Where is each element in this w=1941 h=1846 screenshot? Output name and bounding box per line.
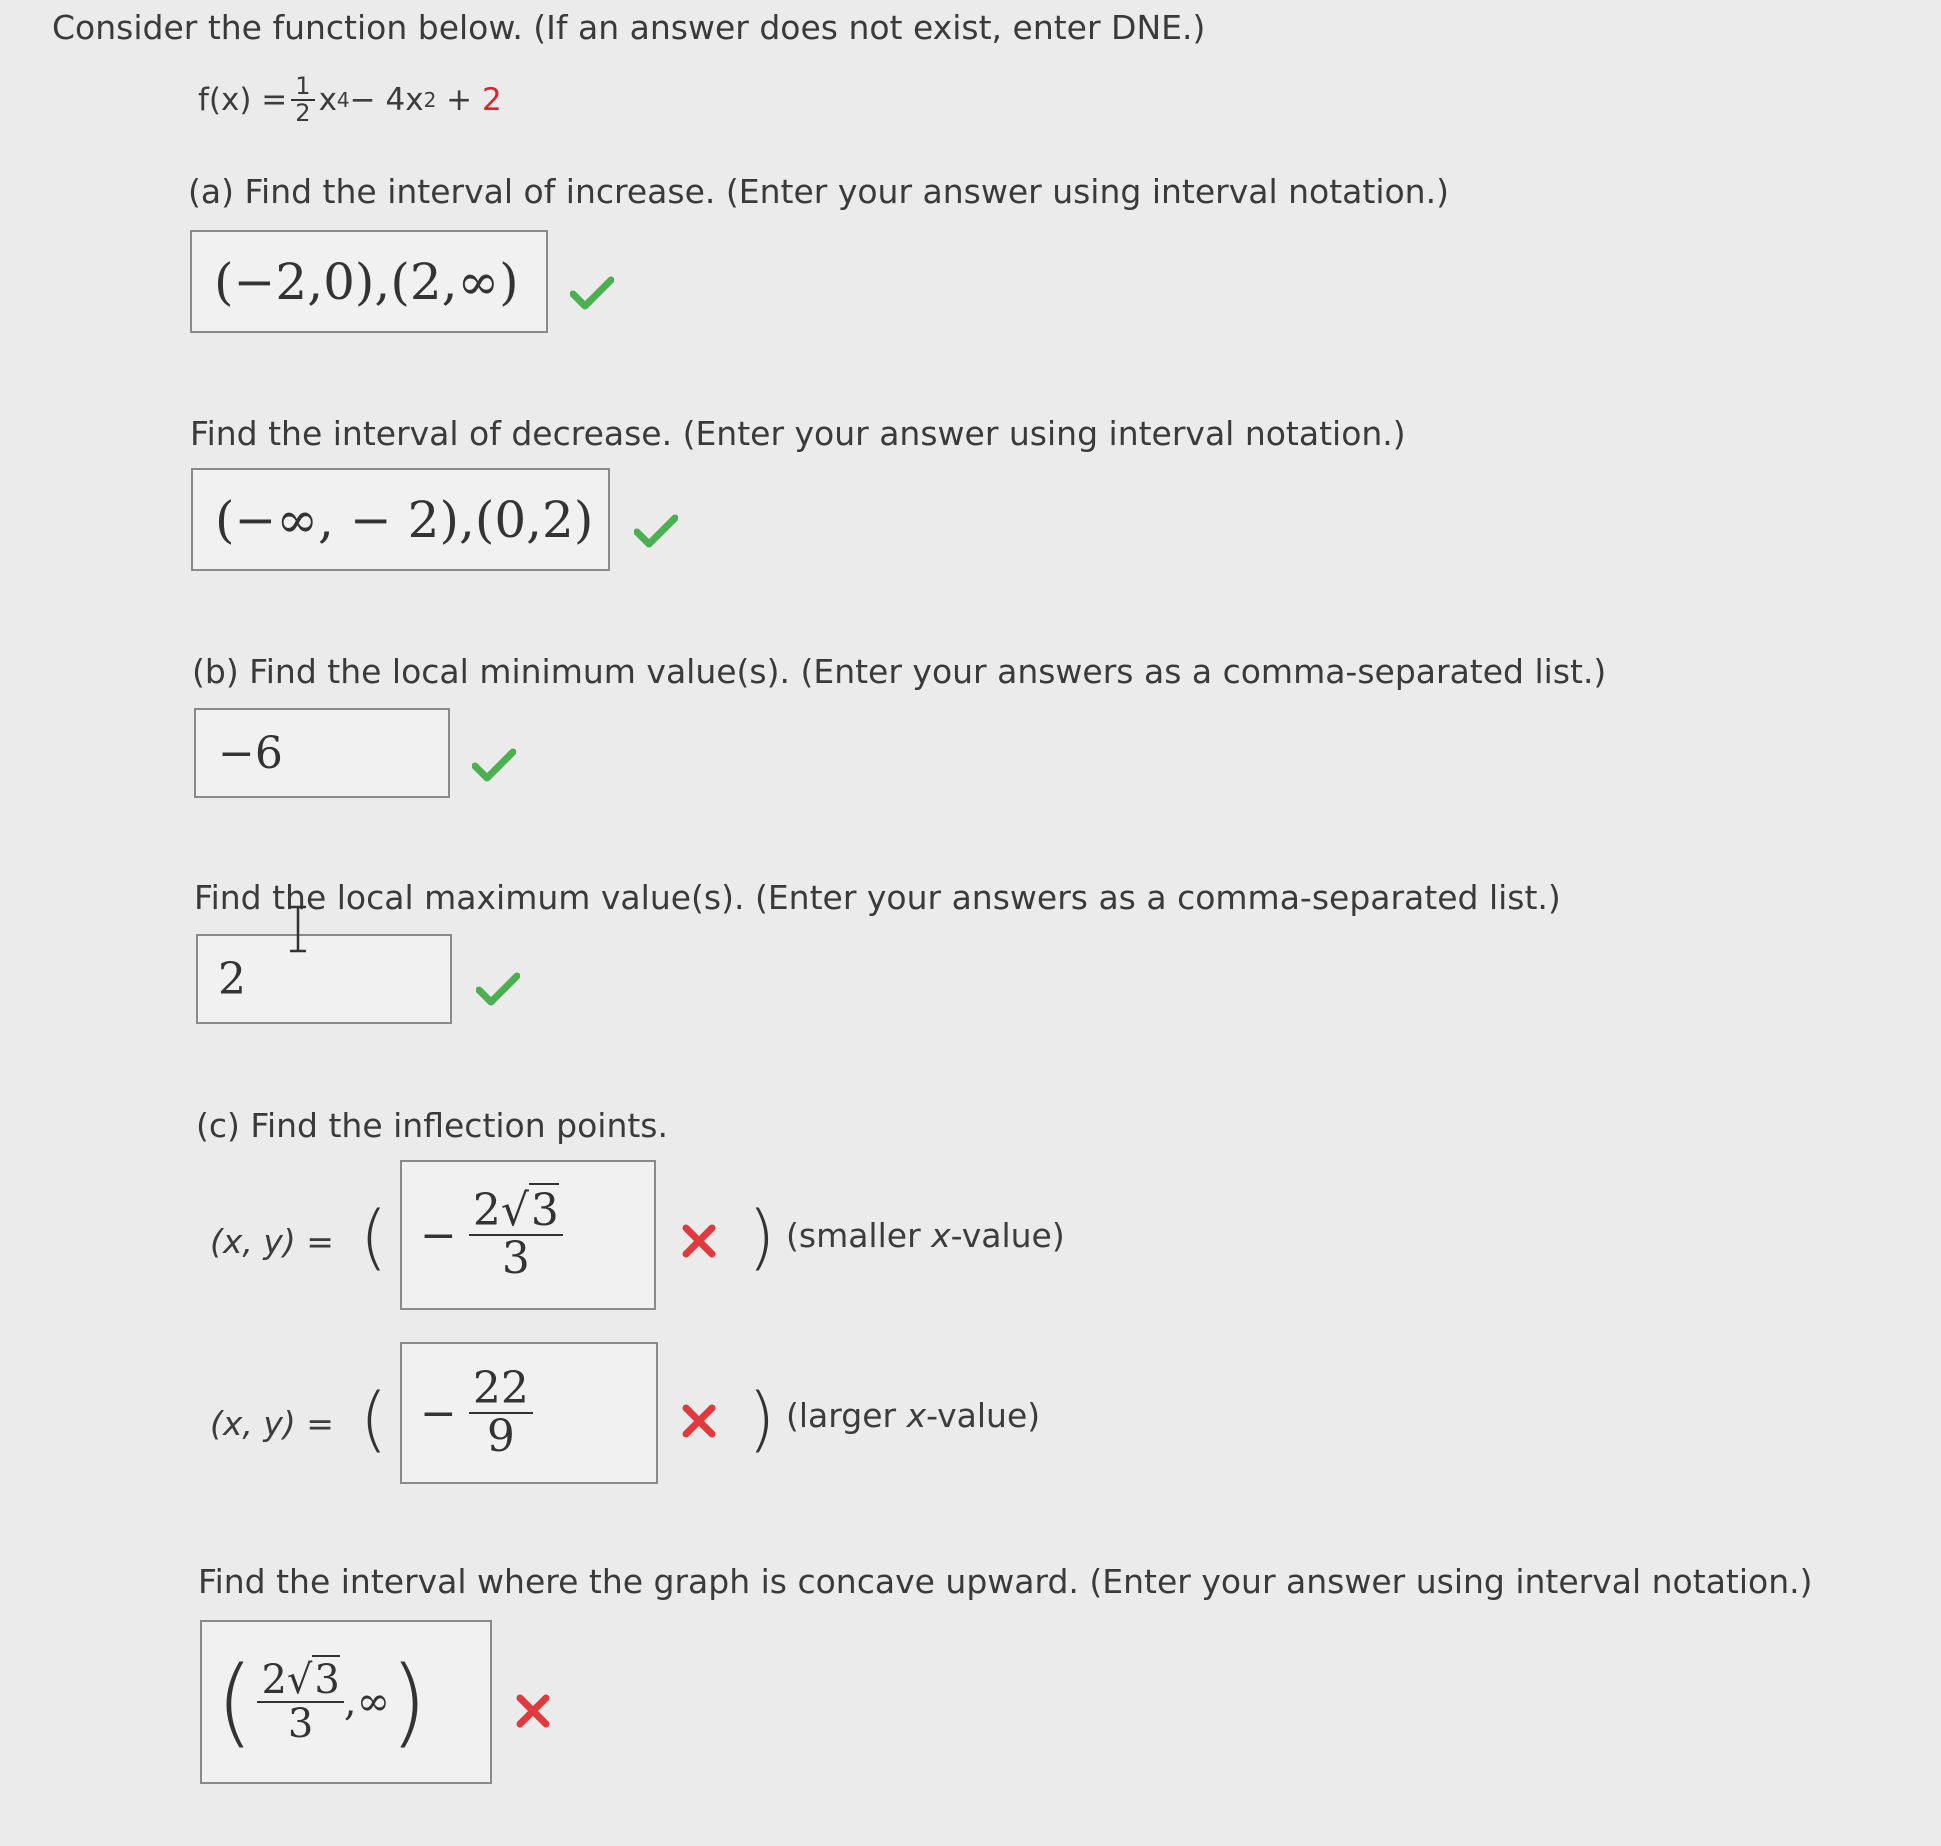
cross-icon — [682, 1224, 716, 1258]
xy-label: (x, y) = — [210, 1222, 334, 1261]
local-min-answer-value: −6 — [218, 727, 283, 779]
concave-numerator — [257, 1659, 343, 1703]
sqrt-symbol: √ — [286, 1657, 313, 1703]
decrease-answer-field[interactable] — [191, 468, 610, 571]
inflection2-numerator: 22 — [469, 1366, 533, 1414]
inflection2-sign: − — [420, 1387, 457, 1439]
increase-prompt: (a) Find the interval of increase. (Enter your answer using interval notation.) — [188, 172, 1449, 211]
concave-close-paren: ) — [389, 1646, 428, 1758]
concave-radicand: 3 — [314, 1657, 340, 1703]
decrease-prompt: Find the interval of decrease. (Enter your answer using interval notation.) — [190, 414, 1406, 453]
exp2: 2 — [423, 88, 437, 113]
inflection2-note-post: -value) — [926, 1396, 1041, 1435]
local-max-prompt: Find the local maximum value(s). (Enter your answers as a comma-separated list.) — [194, 878, 1561, 917]
concave-tail: ,∞ — [343, 1679, 390, 1725]
open-paren: ( — [360, 1378, 388, 1460]
function-lhs: f(x) = — [198, 82, 288, 119]
inflection1-note — [786, 1216, 1065, 1255]
inflection2-field[interactable] — [400, 1342, 658, 1484]
local-min-answer-field[interactable] — [194, 708, 450, 798]
concave-up-prompt: Find the interval where the graph is concave upward. (Enter your answer using interval notation.) — [198, 1562, 1813, 1601]
concave-up-answer-field[interactable] — [200, 1620, 492, 1784]
inflection2-fraction — [469, 1362, 533, 1462]
concave-denominator: 3 — [287, 1701, 314, 1747]
inflection1-numerator — [469, 1184, 563, 1236]
inflection-prompt: (c) Find the inflection points. — [196, 1106, 668, 1145]
local-max-answer-value: 2 — [218, 953, 246, 1005]
check-icon — [634, 514, 678, 548]
check-icon — [472, 748, 516, 782]
check-icon — [570, 276, 614, 310]
inflection1-note-post: -value) — [950, 1216, 1065, 1255]
exp1: 4 — [336, 88, 350, 113]
instruction-text: Consider the function below. (If an answer does not exist, enter DNE.) — [52, 8, 1206, 47]
plus-sign: + — [436, 82, 482, 119]
inflection2-note-var: x — [906, 1396, 927, 1435]
coefficient-fraction — [291, 74, 314, 126]
check-icon — [476, 972, 520, 1006]
term2: − 4x — [349, 82, 424, 119]
local-max-answer-field[interactable] — [196, 934, 452, 1024]
inflection2-note — [786, 1396, 1040, 1435]
function-definition — [198, 74, 502, 126]
concave-fraction — [257, 1659, 343, 1745]
inflection1-radicand: 3 — [530, 1184, 559, 1236]
inflection1-note-var: x — [931, 1216, 951, 1255]
inflection2-denominator: 9 — [486, 1411, 515, 1462]
increase-answer-value: (−2,0),(2,∞) — [214, 252, 519, 311]
close-paren: ) — [748, 1378, 776, 1460]
term1: x — [318, 82, 337, 119]
coef-numerator: 1 — [291, 74, 314, 101]
concave-open-paren: ( — [216, 1646, 254, 1758]
close-paren: ) — [748, 1196, 776, 1278]
constant-term: 2 — [481, 82, 502, 119]
inflection1-field[interactable] — [400, 1160, 656, 1310]
text-cursor-icon — [286, 905, 310, 953]
cross-icon — [682, 1404, 716, 1438]
xy-label: (x, y) = — [210, 1404, 334, 1443]
inflection1-num-coef: 2 — [472, 1184, 501, 1236]
inflection1-fraction — [469, 1184, 563, 1284]
sqrt-symbol: √ — [500, 1184, 529, 1236]
coef-denominator: 2 — [295, 99, 311, 128]
increase-answer-field[interactable] — [190, 230, 548, 333]
inflection2-note-pre: (larger — [786, 1396, 907, 1435]
concave-num-coef: 2 — [261, 1657, 287, 1703]
cross-icon — [516, 1694, 550, 1728]
open-paren: ( — [360, 1196, 388, 1278]
decrease-answer-value: (−∞, − 2),(0,2) — [215, 490, 594, 549]
inflection1-sign: − — [420, 1209, 457, 1261]
local-min-prompt: (b) Find the local minimum value(s). (Enter your answers as a comma-separated list.) — [192, 652, 1607, 691]
inflection1-note-pre: (smaller — [786, 1216, 932, 1255]
inflection1-denominator: 3 — [501, 1233, 530, 1284]
